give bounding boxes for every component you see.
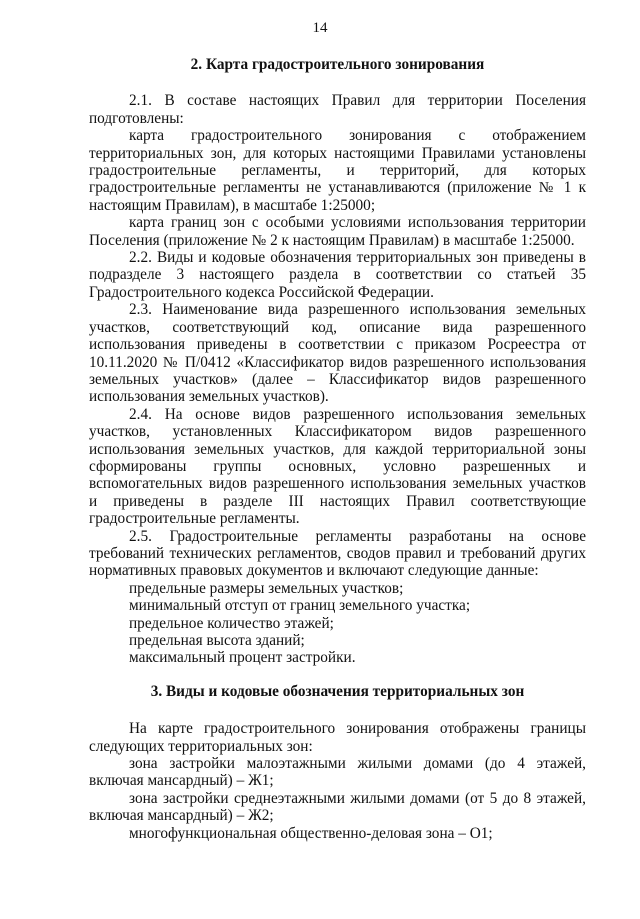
list-item-coverage: максимальный процент застройки. — [129, 649, 356, 667]
paragraph-2-4: 2.4. На основе видов разрешенного использования земельных участков, установленных Классификатором видов разрешенного использования земельных участков, для каждой территориальной зоны сформированы группы основных, условно разрешенных и вспомогательных видов разрешенного использования земельных участков и приведены в разделе III настоящих Правил соответствующие градостроительные регламенты. — [89, 405, 586, 528]
paragraph-special-zones-map: карта границ зон с особыми условиями использования территории Поселения (приложение № 2 к настоящим Правилам) в масштабе 1:25000. — [89, 214, 586, 249]
paragraph-zone-zh1: зона застройки малоэтажными жилыми домами (до 4 этажей, включая мансардный) – Ж1; — [89, 755, 586, 790]
paragraph-zones-intro: На карте градостроительного зонирования отображены границы следующих территориальных зон: — [89, 720, 586, 755]
list-item-floors: предельное количество этажей; — [129, 614, 334, 632]
list-item-plot-sizes: предельные размеры земельных участков; — [129, 579, 404, 597]
document-body — [89, 56, 586, 842]
section-2-heading: 2. Карта градостроительного зонирования — [190, 56, 485, 73]
paragraph-2-2: 2.2. Виды и кодовые обозначения территориальных зон приведены в подразделе 3 настоящего раздела в соответствии со статьей 35 Градостроительного кодекса Российской Федерации. — [89, 249, 586, 301]
section-3-heading: 3. Виды и кодовые обозначения территориальных зон — [150, 682, 525, 700]
paragraph-zone-zh2: зона застройки среднеэтажными жилыми домами (от 5 до 8 этажей, включая мансардный) – Ж2; — [89, 789, 586, 825]
paragraph-2-5: 2.5. Градостроительные регламенты разработаны на основе требований технических регламентов, сводов правил и требований других нормативных правовых документов и включают следующие данные: — [89, 527, 586, 580]
paragraph-zoning-map: карта градостроительного зонирования с отображением территориальных зон, для которых настоящими Правилами установлены градостроительные регламенты, и территорий, для которых градостроительные регламенты не устанавливаются (приложение № 1 к настоящим Правилам), в масштабе 1:25000; — [89, 127, 586, 214]
list-item-height: предельная высота зданий; — [129, 632, 305, 649]
paragraph-2-3: 2.3. Наименование вида разрешенного использования земельных участков, соответствующий код, описание вида разрешенного использования приведены в соответствии с приказом Росреестра от 10.11.2020 № П/0412 «Классификатор видов разрешенного использования земельных участков» (далее – Классификатор видов разрешенного использования земельных участков). — [89, 301, 586, 406]
page-number: 14 — [312, 20, 328, 36]
paragraph-2-1: 2.1. В составе настоящих Правил для территории Поселения подготовлены: — [89, 92, 586, 127]
paragraph-zone-o1: многофункциональная общественно-деловая зона – О1; — [129, 824, 493, 842]
list-item-min-setback: минимальный отступ от границ земельного участка; — [129, 597, 471, 615]
